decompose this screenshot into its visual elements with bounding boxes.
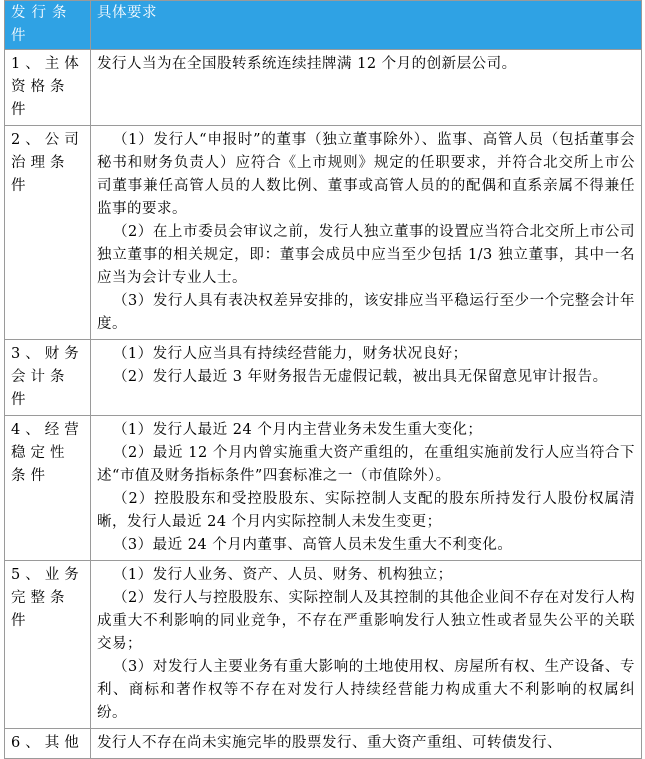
requirement-paragraph: （2）控股股东和受控股股东、实际控制人支配的股东所持发行人股份权属清晰，发行人最近 24 个月内实际控制人未发生变更； (97, 491, 635, 530)
table-row (5, 126, 642, 340)
requirement-paragraph: 发行人不存在尚未实施完毕的股票发行、重大资产重组、可转债发行、 (97, 735, 562, 751)
requirement-paragraph: 发行人当为在全国股转系统连续挂牌满 12 个月的创新层公司。 (97, 56, 517, 72)
requirement-cell (91, 416, 642, 561)
requirements-table (4, 0, 642, 759)
requirement-paragraph: （3）发行人具有表决权差异安排的，该安排应当平稳运行至少一个完整会计年度。 (97, 293, 635, 332)
requirement-paragraph: （2）最近 12 个月内曾实施重大资产重组的，在重组实施前发行人应当符合下述“市值及财务指标条件”四套标准之一（市值除外）。 (97, 445, 635, 484)
table-row (5, 340, 642, 416)
header-condition: 发行条件 (5, 1, 91, 50)
condition-cell: 6、其他 (5, 729, 91, 759)
requirement-paragraph: （1）发行人最近 24 个月内主营业务未发生重大变化； (112, 422, 483, 438)
condition-cell: 5、业务完整条件 (5, 561, 91, 729)
requirement-cell (91, 729, 642, 759)
table-header-row (5, 1, 642, 50)
requirement-paragraph: （1）发行人应当具有持续经营能力，财务状况良好； (112, 346, 468, 362)
requirement-cell (91, 340, 642, 416)
table-row (5, 729, 642, 759)
requirement-paragraph: （3）最近 24 个月内董事、高管人员未发生重大不利变化。 (112, 537, 513, 553)
table-row (5, 561, 642, 729)
table-row (5, 50, 642, 126)
condition-cell: 1、主体资格条件 (5, 50, 91, 126)
condition-cell: 3、财务会计条件 (5, 340, 91, 416)
requirement-paragraph: （1）发行人业务、资产、人员、财务、机构独立； (112, 567, 453, 583)
requirement-paragraph: （2）发行人最近 3 年财务报告无虚假记载，被出具无保留意见审计报告。 (112, 369, 608, 385)
requirement-paragraph: （3）对发行人主要业务有重大影响的土地使用权、房屋所有权、生产设备、专利、商标和著作权等不存在对发行人持续经营能力构成重大不利影响的权属纠纷。 (97, 659, 635, 721)
requirement-paragraph: （1）发行人“申报时”的董事（独立董事除外）、监事、高管人员（包括董事会秘书和财务负责人）应符合《上市规则》规定的任职要求，并符合北交所上市公司董事兼任高管人员的人数比例、董事或高管人员的的配偶和直系亲属不得兼任监事的要求。 (97, 132, 635, 217)
requirement-paragraph: （2）发行人与控股股东、实际控制人及其控制的其他企业间不存在对发行人构成重大不利影响的同业竞争，不存在严重影响发行人独立性或者显失公平的关联交易； (97, 590, 635, 652)
header-requirement: 具体要求 (91, 1, 642, 50)
requirement-paragraph: （2）在上市委员会审议之前，发行人独立董事的设置应当符合北交所上市公司独立董事的相关规定，即：董事会成员中应当至少包括 1/3 独立董事，其中一名应当为会计专业人士。 (97, 224, 635, 286)
requirement-cell (91, 561, 642, 729)
requirement-cell (91, 126, 642, 340)
condition-cell: 4、经营稳定性条件 (5, 416, 91, 561)
condition-cell: 2、公司治理条件 (5, 126, 91, 340)
requirement-cell (91, 50, 642, 126)
table-row (5, 416, 642, 561)
